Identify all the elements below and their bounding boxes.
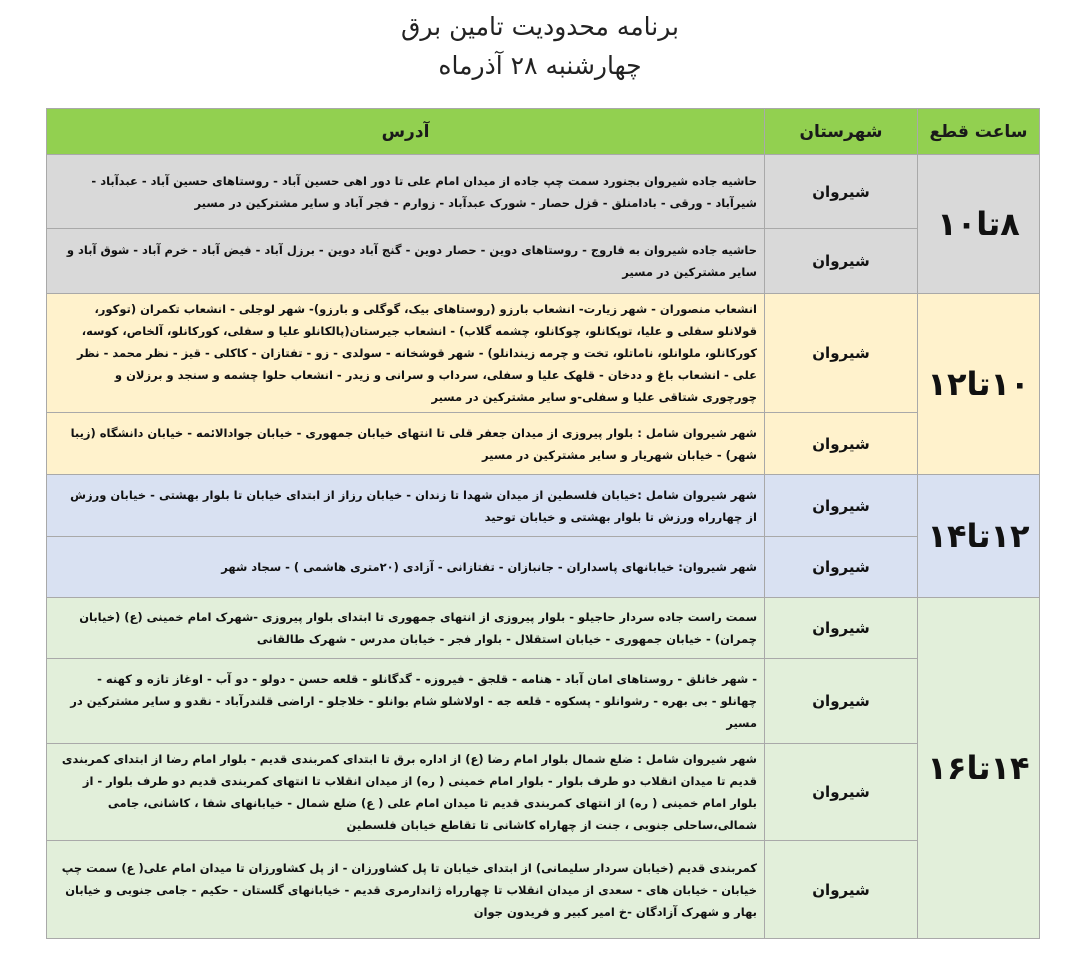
address-cell: شهر شیروان شامل : ضلع شمال بلوار امام رضا (ع) از اداره برق تا ابتدای کمربندی قدیم - بلوار امام رضا از ابتدای کمربندی قدیم تا میدان انقلاب دو طرف بلوار - بلوار امام خمینی ( ره) از میدان انقلاب تا انتهای کمربندی قدیم دو طرف بلوار - از بلوار امام خمینی ( ره) از انتهای کمربندی قدیم تا میدان امام علی ( ع) ضلع شمال - خیابانهای شفا ، کاشانی، جامی شمالی،ساحلی جنوبی ، جنت از چهاراه کاشانی تا تقاطع خیابان فلسطین [47,744,765,841]
city-cell: شیروان [765,598,918,659]
time-slot-cell: ۱۴تا۱۶ [918,598,1040,939]
city-cell: شیروان [765,475,918,537]
table-row [47,841,1040,939]
table-row [47,413,1040,475]
table-header-row [47,109,1040,155]
header-city: شهرستان [765,109,918,155]
city-cell: شیروان [765,659,918,744]
table-row [47,155,1040,229]
address-cell: شهر شیروان: خیابانهای پاسداران - جانبازان - تفتازانی - آزادی (۲۰متری هاشمی ) - سجاد شهر [47,537,765,598]
address-cell: - شهر خانلق - روستاهای امان آباد - هنامه - قلجق - فیروزه - گدگانلو - قلعه حسن - دولو - دو آب - اوغاز تازه و کهنه - چهانلو - بی بهره - رشوانلو - پسکوه - قلعه جه - اولاشلو شام بوانلو - خلاجلو - اراضی قلندرآباد - نقدو و سایر مشترکین در مسیر [47,659,765,744]
outage-schedule-table [46,108,1040,939]
address-cell: حاشیه جاده شیروان به فاروج - روستاهای دوین - حصار دوین - گنج آباد دوین - برزل آباد - فیض آباد - خرم آباد - شوق آباد و سایر مشترکین در مسیر [47,229,765,294]
table-row [47,659,1040,744]
time-slot-cell: ۱۲تا۱۴ [918,475,1040,598]
table-row [47,598,1040,659]
city-cell: شیروان [765,413,918,475]
table-row [47,294,1040,413]
table-row [47,475,1040,537]
city-cell: شیروان [765,294,918,413]
address-cell: کمربندی قدیم (خیابان سردار سلیمانی) از ابتدای خیابان تا پل کشاورزان - از پل کشاورزان تا میدان امام علی( ع) سمت چپ خیابان - خیابان های - سعدی از میدان انقلاب تا چهارراه ژاندارمری قدیم - خیابانهای گلستان - حکیم - جامی جنوبی و خیابان بهار و شهرک آزادگان -خ امیر کبیر و فریدون جوان [47,841,765,939]
page-header [0,8,1080,86]
address-cell: سمت راست جاده سردار حاجیلو - بلوار پیروزی از انتهای جمهوری تا ابتدای بلوار پیروزی -شهرک امام خمینی (ع) (خیابان چمران) - خیابان جمهوری - خیابان استقلال - بلوار فجر - خیابان مدرس - شهرک طالقانی [47,598,765,659]
time-slot-cell: ۸تا۱۰ [918,155,1040,294]
time-slot-cell: ۱۰تا۱۲ [918,294,1040,475]
city-cell: شیروان [765,229,918,294]
header-time: ساعت قطع [918,109,1040,155]
address-cell: شهر شیروان شامل :خیابان فلسطین از میدان شهدا تا زندان - خیابان رزاز از ابتدای خیابان تا بلوار بهشتی - خیابان ورزش از چهارراه ورزش تا بلوار بهشتی و خیابان توحید [47,475,765,537]
page-title: برنامه محدودیت تامین برق [400,12,679,41]
address-cell: شهر شیروان شامل : بلوار پیروزی از میدان جعفر قلی تا انتهای خیابان جمهوری - خیابان جوادالائمه - خیابان دانشگاه (زیبا شهر) - خیابان شهریار و سایر مشترکین در مسیر [47,413,765,475]
city-cell: شیروان [765,744,918,841]
table-row [47,537,1040,598]
page-subtitle-date: چهارشنبه ۲۸ آذرماه [438,51,642,80]
table-row [47,744,1040,841]
address-cell: حاشیه جاده شیروان بجنورد سمت چپ جاده از میدان امام علی تا دور اهی حسین آباد - روستاهای حسین آباد - عبدآباد - شیرآباد - ورقی - بادامنلق - قزل حصار - شورک عبدآباد - زوارم - فجر آباد و سایر مشترکین در مسیر [47,155,765,229]
table-row [47,229,1040,294]
city-cell: شیروان [765,537,918,598]
city-cell: شیروان [765,155,918,229]
header-address: آدرس [47,109,765,155]
address-cell: انشعاب منصوران - شهر زیارت- انشعاب بارزو (روستاهای بیک، گوگلی و بارزو)- شهر لوجلی - انشعاب تکمران (توکور، قولانلو سفلی و علیا، توپکانلو، چوکانلو، چشمه گلاب) - انشعاب جیرستان(پالکانلو علیا و سفلی، کورکانلو، آلخاص، کوسه، کورکانلو، ملوانلو، ناماتلو، تخت و چرمه زیندانلو) - شهر قوشخانه - سولدی - زو - تفتازان - کاکلی - قیز - نظر محمد - نظر علی - انشعاب باغ و ددخان - قلهک علیا و سفلی، سرداب و سرانی و زیدر - انشعاب حلوا چشمه و سنجد و برزلان و چورچوری شتاقی علیا و سفلی-و سایر مشترکین در مسیر [47,294,765,413]
city-cell: شیروان [765,841,918,939]
